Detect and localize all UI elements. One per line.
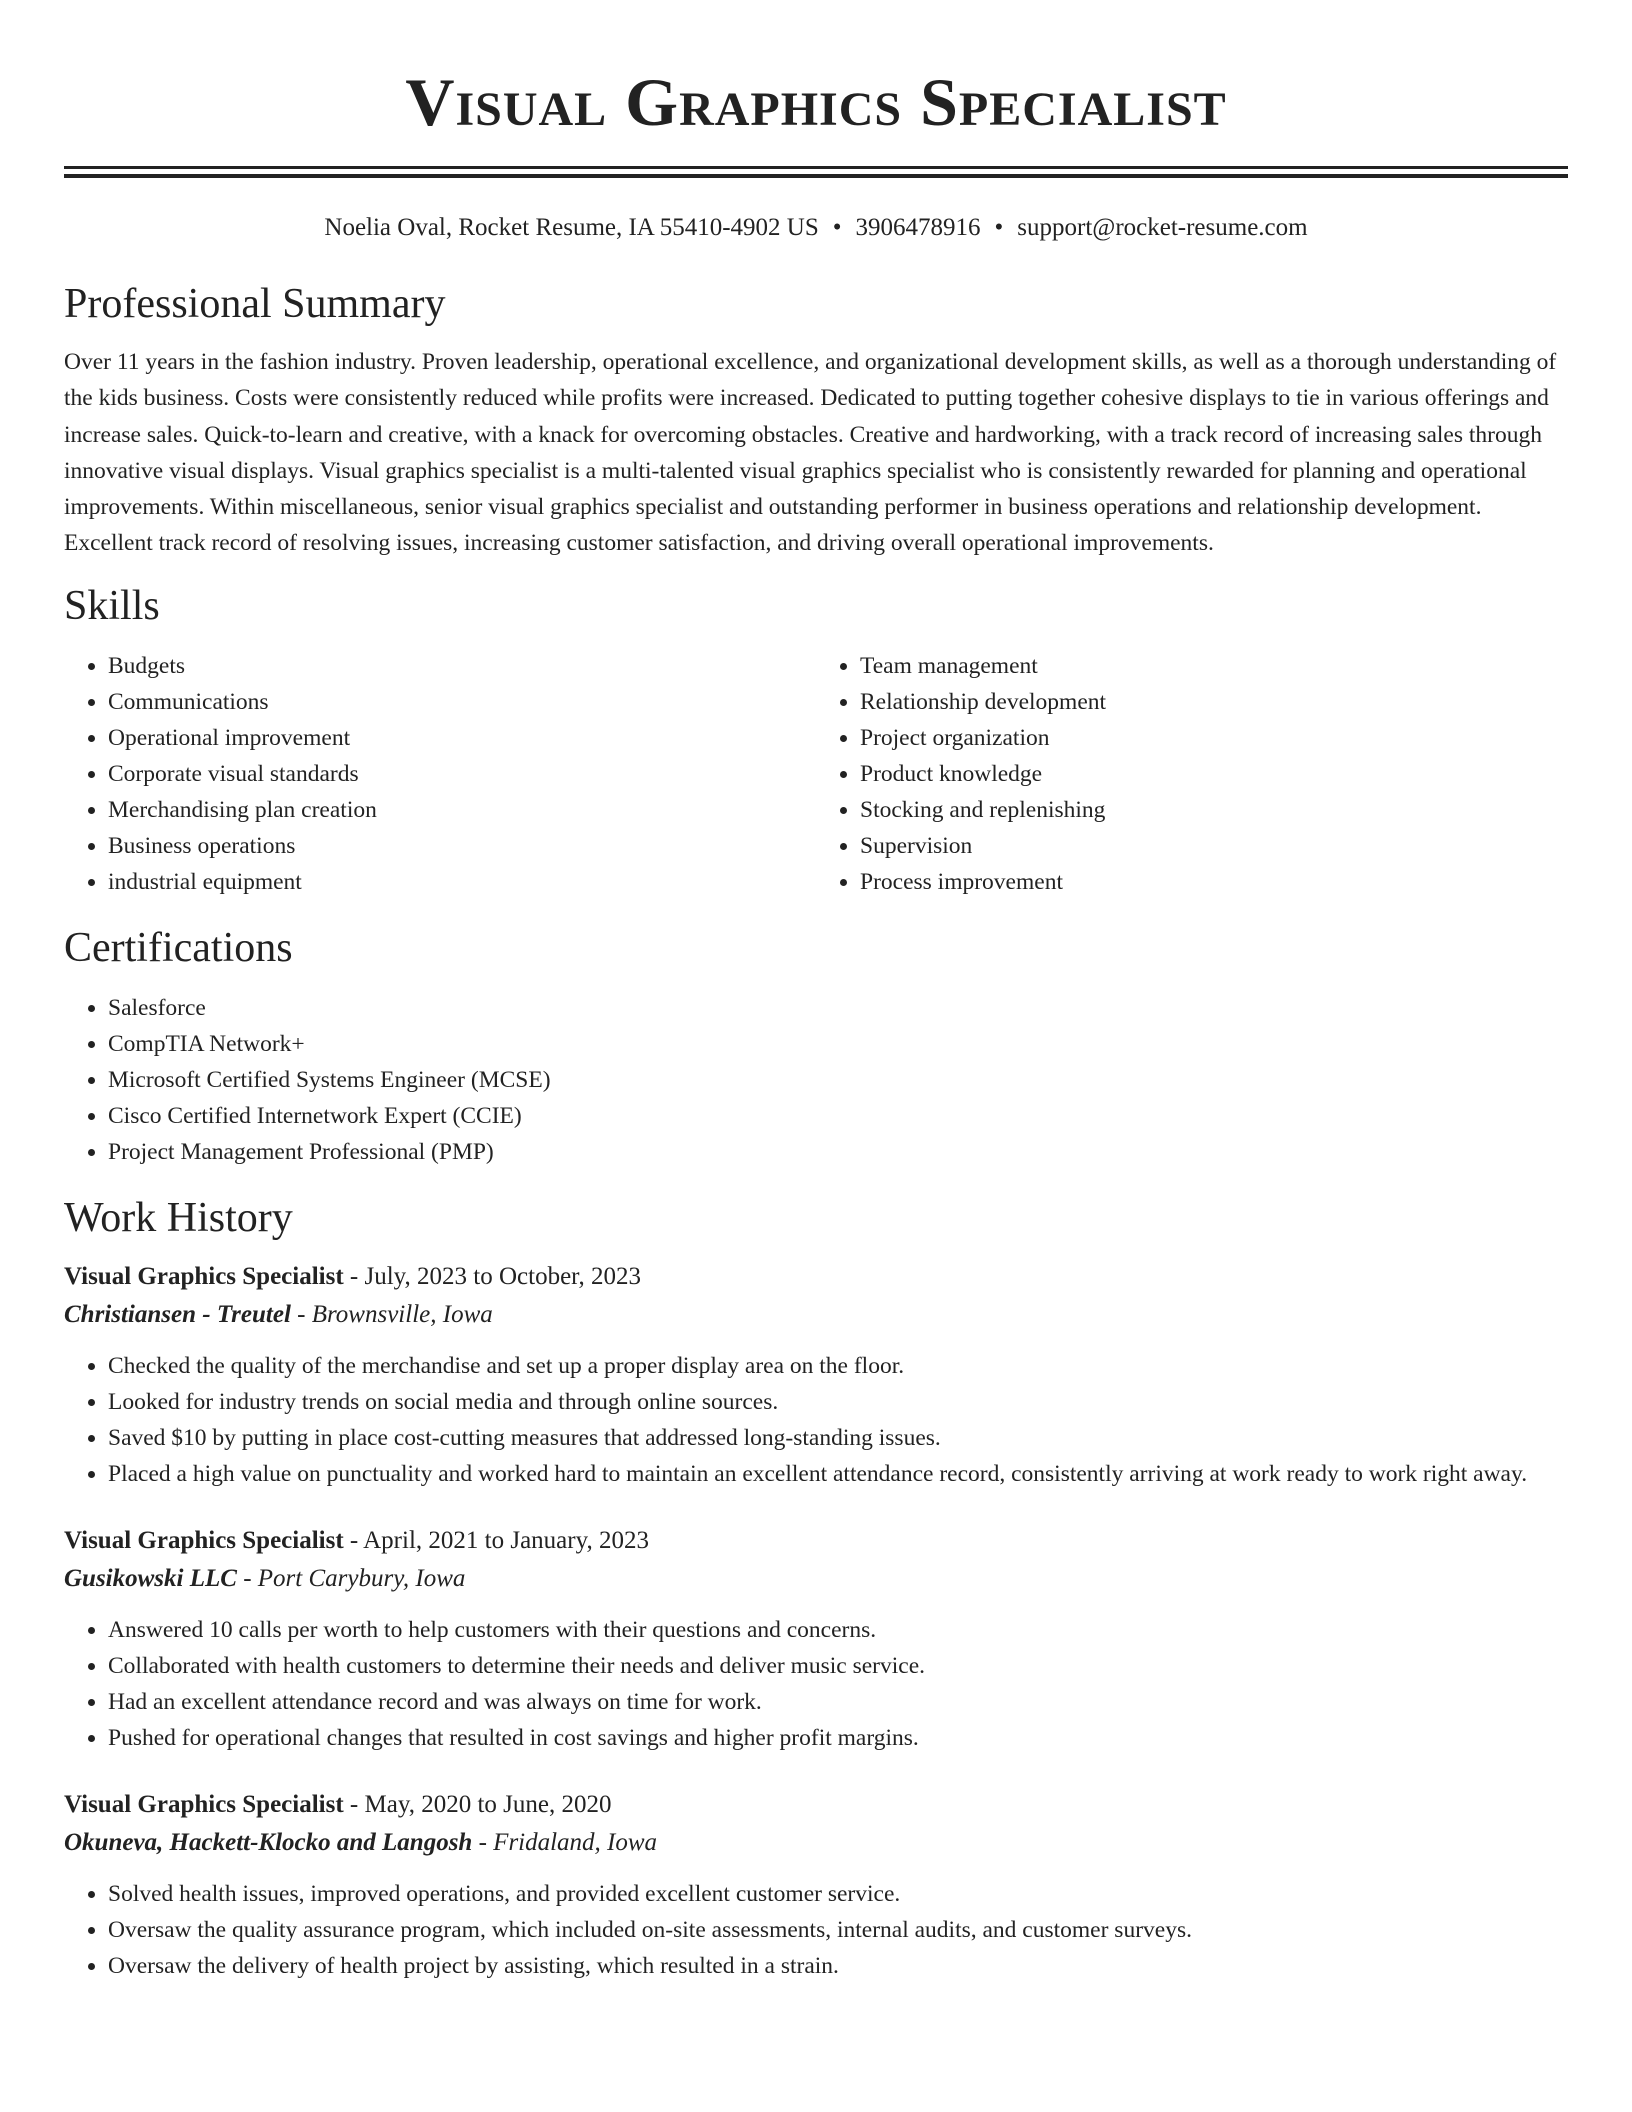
contact-separator: •	[832, 214, 842, 241]
list-item: • Oversaw the quality assurance program, which included on-site assessments, internal audits, and customer surveys.	[108, 1912, 1568, 1948]
job-dates: - April, 2021 to January, 2023	[343, 1526, 649, 1554]
list-item: • industrial equipment	[108, 864, 816, 900]
contact-phone[interactable]: 3906478916	[855, 214, 981, 241]
list-item: • Saved $10 by putting in place cost-cutting measures that addressed long-standing issues.	[108, 1420, 1568, 1456]
job-role: Visual Graphics Specialist	[64, 1790, 344, 1818]
list-item: • Salesforce	[108, 990, 1568, 1026]
list-item: • Stocking and replenishing	[860, 792, 1568, 828]
list-item: • Process improvement	[860, 864, 1568, 900]
job-bullets	[64, 1348, 1568, 1492]
certifications-list	[64, 990, 1568, 1170]
job-company: Gusikowski LLC	[64, 1564, 237, 1592]
contact-separator: •	[994, 214, 1004, 241]
list-item: • Project organization	[860, 720, 1568, 756]
job-company-line	[64, 1560, 1568, 1598]
job-bullets	[64, 1876, 1568, 1984]
job-role: Visual Graphics Specialist	[64, 1262, 344, 1290]
list-item: • Relationship development	[860, 684, 1568, 720]
page-title: Visual Graphics Specialist	[405, 64, 1227, 140]
list-item: • Checked the quality of the merchandise and set up a proper display area on the floor.	[108, 1348, 1568, 1384]
job-location: - Port Carybury, Iowa	[236, 1564, 466, 1592]
job-header	[64, 1258, 1568, 1296]
job-location: - Fridaland, Iowa	[472, 1828, 658, 1856]
list-item: • Microsoft Certified Systems Engineer (MCSE)	[108, 1062, 1568, 1098]
job-role: Visual Graphics Specialist	[64, 1526, 344, 1554]
contact-line	[64, 212, 1568, 244]
job-entry	[64, 1258, 1568, 1492]
list-item: • Cisco Certified Internetwork Expert (CCIE)	[108, 1098, 1568, 1134]
list-item: • Communications	[108, 684, 816, 720]
list-item: • Placed a high value on punctuality and worked hard to maintain an excellent attendance record, consistently arriving at work ready to work right away.	[108, 1456, 1568, 1492]
job-bullets	[64, 1612, 1568, 1756]
certifications-heading: Certifications	[64, 924, 293, 971]
job-entry	[64, 1522, 1568, 1756]
list-item: • CompTIA Network+	[108, 1026, 1568, 1062]
job-company-line	[64, 1296, 1568, 1334]
list-item: • Business operations	[108, 828, 816, 864]
list-item: • Had an excellent attendance record and was always on time for work.	[108, 1684, 1568, 1720]
job-location: - Brownsville, Iowa	[290, 1300, 493, 1328]
contact-email[interactable]: support@rocket-resume.com	[1017, 214, 1308, 241]
contact-address: Noelia Oval, Rocket Resume, IA 55410-4902 US	[324, 214, 819, 241]
list-item: • Answered 10 calls per worth to help customers with their questions and concerns.	[108, 1612, 1568, 1648]
list-item: • Solved health issues, improved operations, and provided excellent customer service.	[108, 1876, 1568, 1912]
skills-list-left	[64, 648, 816, 900]
list-item: • Product knowledge	[860, 756, 1568, 792]
summary-text: Over 11 years in the fashion industry. Proven leadership, operational excellence, and organizational development skills, as well as a thorough understanding of the kids business. Costs were consistently reduced while profits were increased. Dedicated to putting together cohesive displays to tie in various offerings and increase sales. Quick-to-learn and creative, with a knack for overcoming obstacles. Creative and hardworking, with a track record of increasing sales through innovative visual displays. Visual graphics specialist is a multi-talented visual graphics specialist who is consistently rewarded for planning and operational improvements. Within miscellaneous, senior visual graphics specialist and outstanding performer in business operations and relationship development. Excellent track record of resolving issues, increasing customer satisfaction, and driving overall operational improvements.	[64, 349, 1557, 557]
list-item: • Looked for industry trends on social media and through online sources.	[108, 1384, 1568, 1420]
summary-heading: Professional Summary	[64, 281, 446, 327]
job-company: Okuneva, Hackett-Klocko and Langosh	[64, 1828, 473, 1856]
list-item: • Pushed for operational changes that resulted in cost savings and higher profit margins.	[108, 1720, 1568, 1756]
skills-heading: Skills	[64, 582, 160, 629]
list-item: • Collaborated with health customers to determine their needs and deliver music service.	[108, 1648, 1568, 1684]
job-company-line	[64, 1824, 1568, 1862]
list-item: • Budgets	[108, 648, 816, 684]
job-dates: - July, 2023 to October, 2023	[343, 1262, 642, 1290]
list-item: • Corporate visual standards	[108, 756, 816, 792]
list-item: • Supervision	[860, 828, 1568, 864]
job-header	[64, 1522, 1568, 1560]
skills-columns	[64, 648, 1568, 900]
work-history-heading: Work History	[64, 1194, 293, 1241]
job-dates: - May, 2020 to June, 2020	[343, 1790, 612, 1818]
skills-list-right	[816, 648, 1568, 900]
list-item: • Team management	[860, 648, 1568, 684]
list-item: • Project Management Professional (PMP)	[108, 1134, 1568, 1170]
list-item: • Merchandising plan creation	[108, 792, 816, 828]
job-entry	[64, 1786, 1568, 1984]
list-item: • Oversaw the delivery of health project by assisting, which resulted in a strain.	[108, 1948, 1568, 1984]
job-company: Christiansen - Treutel	[64, 1300, 291, 1328]
title-divider	[64, 166, 1568, 178]
list-item: • Operational improvement	[108, 720, 816, 756]
job-header	[64, 1786, 1568, 1824]
